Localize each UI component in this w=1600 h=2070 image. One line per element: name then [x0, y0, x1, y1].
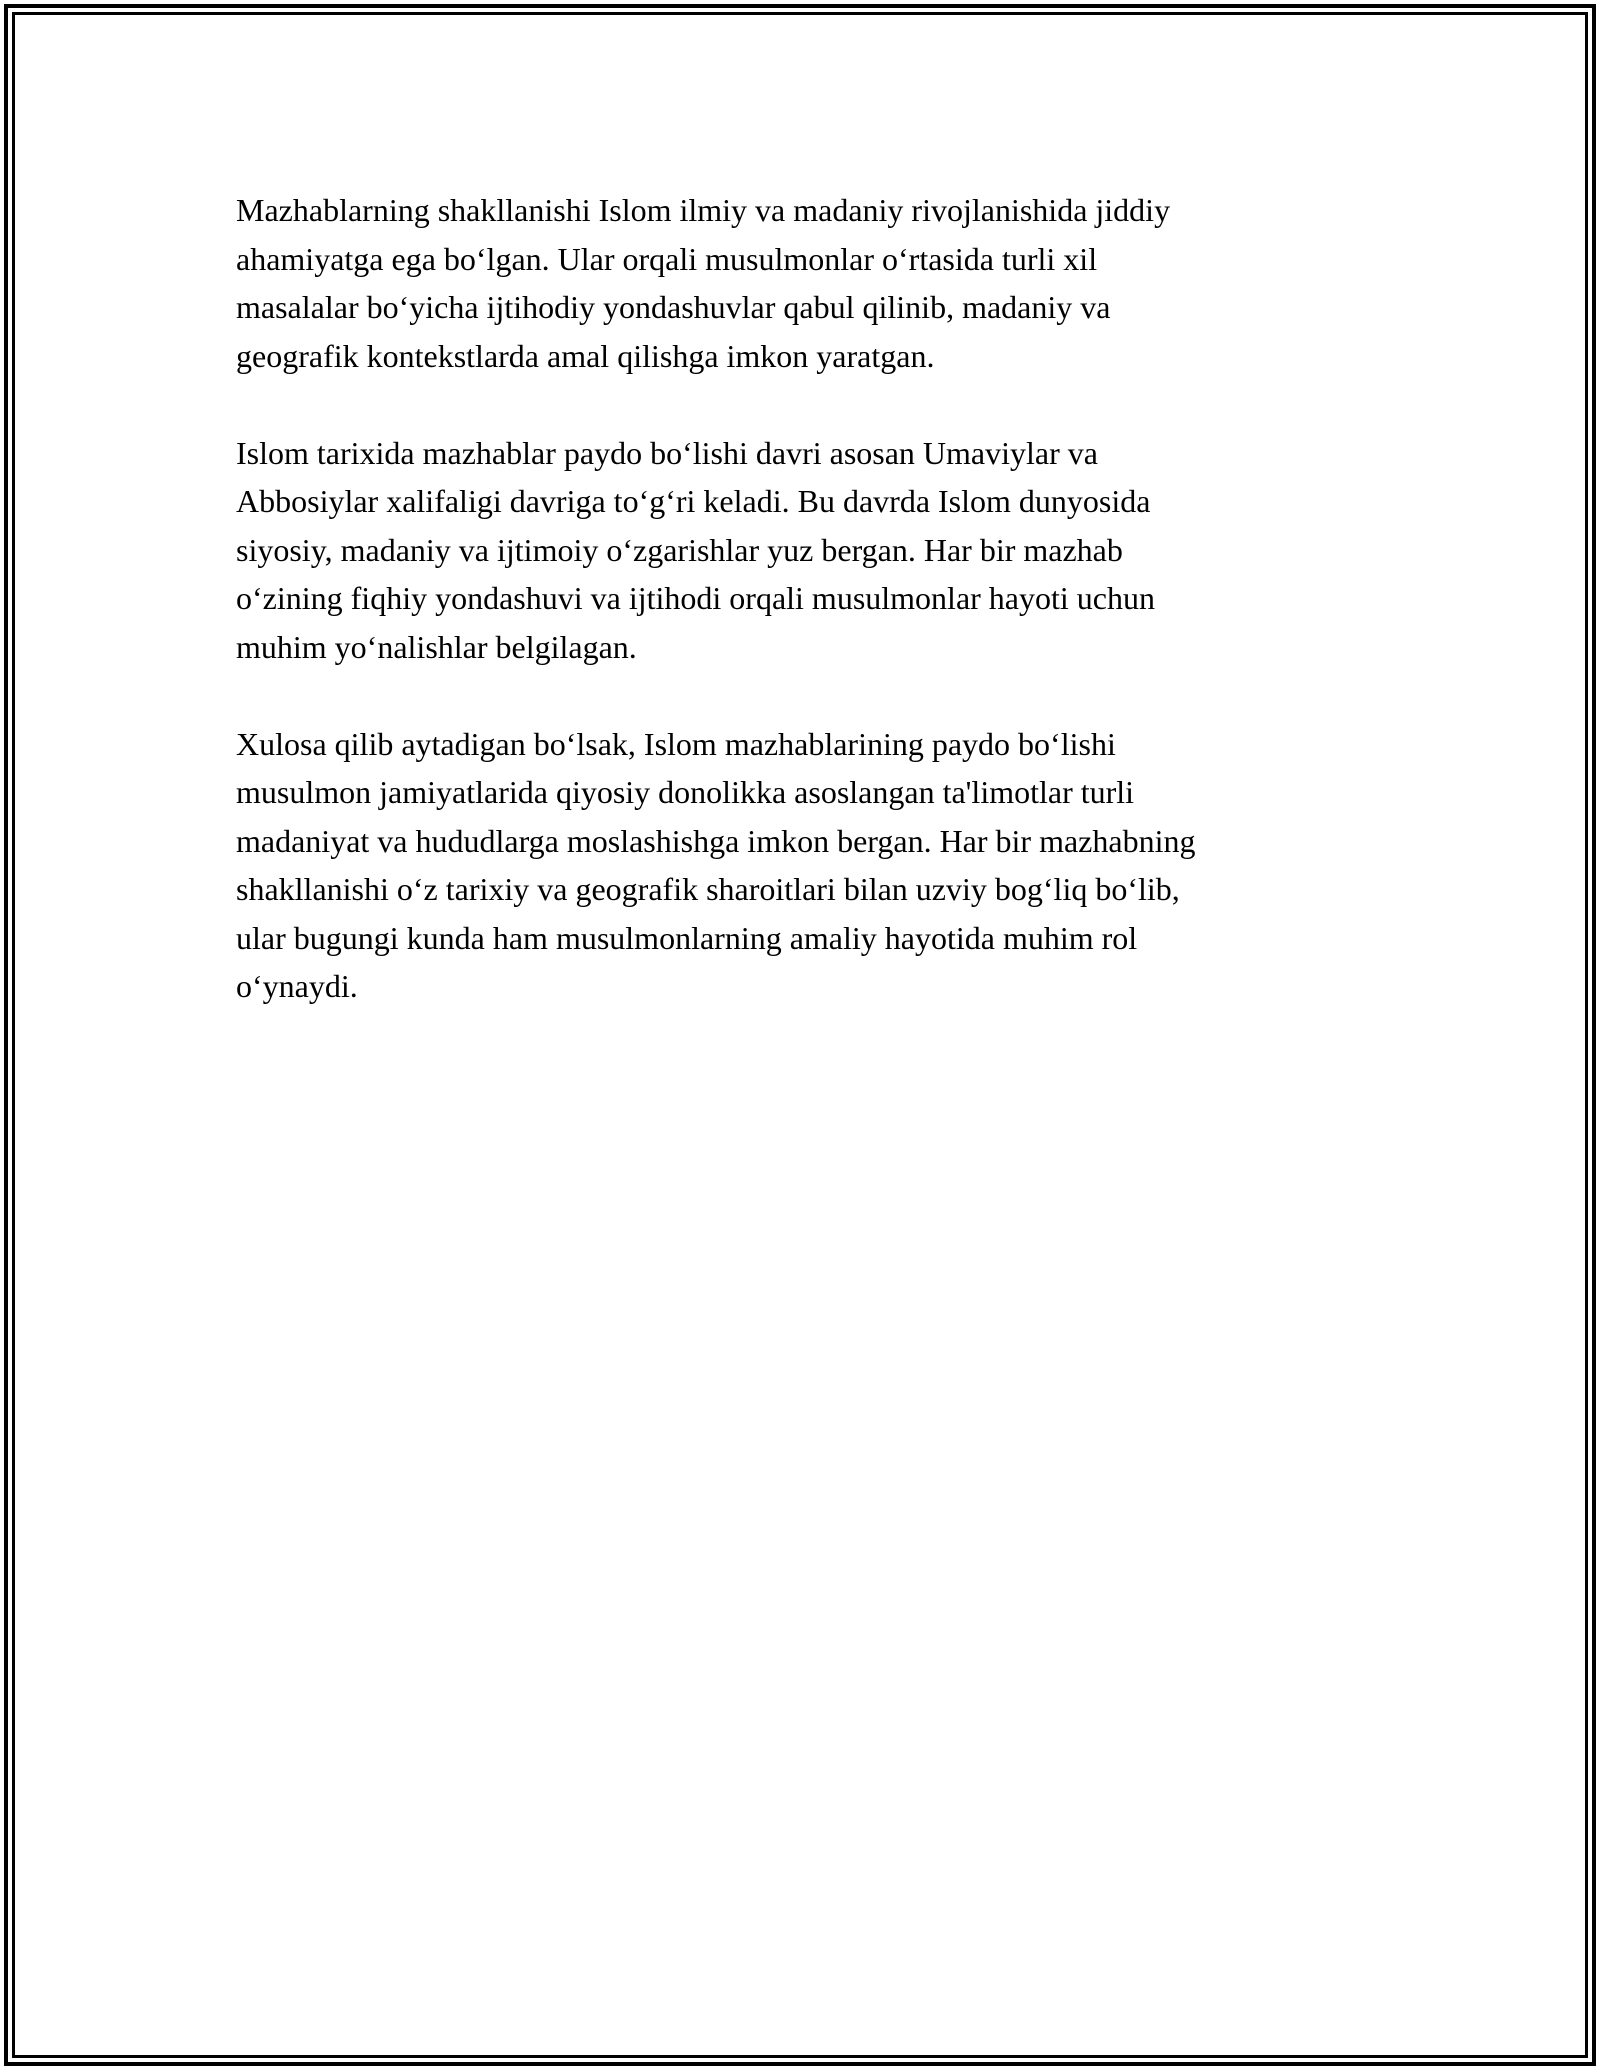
paragraph-3: Xulosa qilib aytadigan bo‘lsak, Islom mazhablarining paydo bo‘lishi musulmon jamiyatlarida qiyosiy donolikka asoslangan ta'limotlar turli madaniyat va hududlarga moslashishga imkon bergan. Har bir mazhabning shakllanishi o‘z tarixiy va geografik sharoitlari bilan uzviy bog‘liq bo‘lib, ular bugungi kunda ham musulmonlarning amaliy hayotida muhim rol o‘ynaydi.: [236, 725, 1196, 1004]
paragraph-1: Mazhablarning shakllanishi Islom ilmiy va madaniy rivojlanishida jiddiy ahamiyatga ega bo‘lgan. Ular orqali musulmonlar o‘rtasida turli xil masalalar bo‘yicha ijtihodiy yondashuvlar qabul qilinib, madaniy va geografik kontekstlarda amal qilishga imkon yaratgan.: [236, 192, 1171, 374]
paragraph-2: Islom tarixida mazhablar paydo bo‘lishi davri asosan Umaviylar va Abbosiylar xalifaligi davriga to‘g‘ri keladi. Bu davrda Islom dunyosida siyosiy, madaniy va ijtimoiy o‘zgarishlar yuz bergan. Har bir mazhab o‘zining fiqhiy yondashuvi va ijtihodi orqali musulmonlar hayoti uchun muhim yo‘nalishlar belgilagan.: [236, 434, 1155, 665]
document-body: [236, 186, 1366, 1059]
